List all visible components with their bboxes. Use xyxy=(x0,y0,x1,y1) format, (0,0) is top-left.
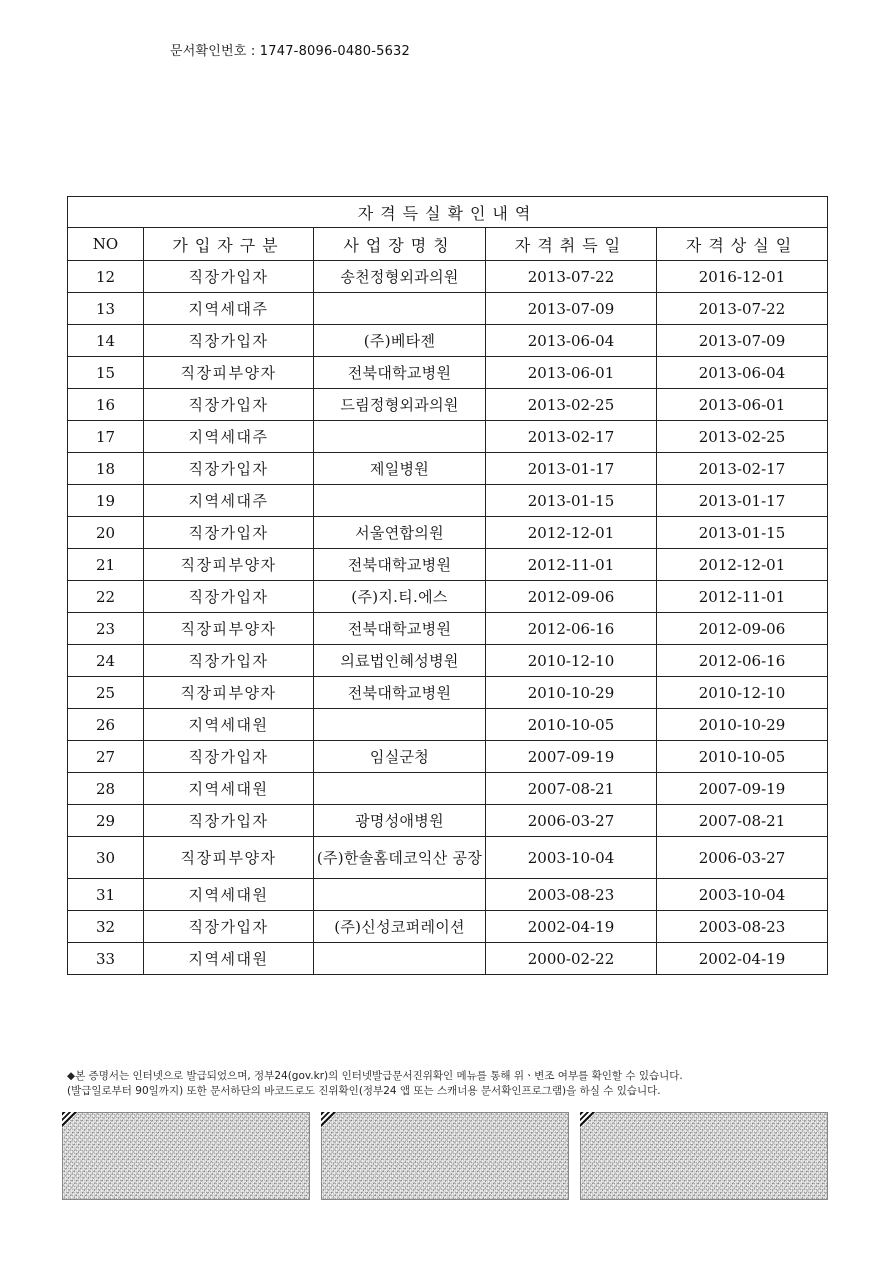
row-loss-date: 2007-09-19 xyxy=(657,773,828,805)
row-subscriber-type: 직장가입자 xyxy=(144,645,314,677)
table-row xyxy=(68,613,828,645)
table-row xyxy=(68,709,828,741)
row-acquisition-date: 2010-10-05 xyxy=(486,709,657,741)
row-subscriber-type: 직장피부양자 xyxy=(144,357,314,389)
row-subscriber-type: 직장가입자 xyxy=(144,261,314,293)
row-subscriber-type: 직장가입자 xyxy=(144,741,314,773)
row-workplace-name: 임실군청 xyxy=(314,741,486,773)
row-no: 20 xyxy=(68,517,144,549)
row-workplace-name: 제일병원 xyxy=(314,453,486,485)
row-loss-date: 2006-03-27 xyxy=(657,837,828,879)
row-loss-date: 2012-12-01 xyxy=(657,549,828,581)
row-loss-date: 2002-04-19 xyxy=(657,943,828,975)
table-row xyxy=(68,357,828,389)
row-workplace-name: 드림정형외과의원 xyxy=(314,389,486,421)
row-acquisition-date: 2010-10-29 xyxy=(486,677,657,709)
row-subscriber-type: 지역세대주 xyxy=(144,485,314,517)
row-workplace-name xyxy=(314,879,486,911)
row-subscriber-type: 지역세대원 xyxy=(144,879,314,911)
row-acquisition-date: 2013-07-09 xyxy=(486,293,657,325)
row-acquisition-date: 2013-02-17 xyxy=(486,421,657,453)
table-row xyxy=(68,943,828,975)
row-no: 27 xyxy=(68,741,144,773)
row-workplace-name: 서울연합의원 xyxy=(314,517,486,549)
row-subscriber-type: 직장가입자 xyxy=(144,581,314,613)
row-workplace-name xyxy=(314,773,486,805)
row-loss-date: 2012-11-01 xyxy=(657,581,828,613)
row-acquisition-date: 2013-06-04 xyxy=(486,325,657,357)
row-no: 28 xyxy=(68,773,144,805)
row-acquisition-date: 2013-01-17 xyxy=(486,453,657,485)
row-subscriber-type: 직장피부양자 xyxy=(144,613,314,645)
row-no: 26 xyxy=(68,709,144,741)
row-acquisition-date: 2013-02-25 xyxy=(486,389,657,421)
header-workplace-name: 사업장명칭 xyxy=(314,228,486,261)
table-title: 자격득실확인내역 xyxy=(68,197,828,228)
row-no: 32 xyxy=(68,911,144,943)
table-row xyxy=(68,293,828,325)
row-loss-date: 2013-02-17 xyxy=(657,453,828,485)
row-no: 21 xyxy=(68,549,144,581)
table-row xyxy=(68,453,828,485)
row-workplace-name: (주)베타젠 xyxy=(314,325,486,357)
row-subscriber-type: 지역세대원 xyxy=(144,709,314,741)
row-acquisition-date: 2013-06-01 xyxy=(486,357,657,389)
row-loss-date: 2013-02-25 xyxy=(657,421,828,453)
table-row xyxy=(68,805,828,837)
table-row xyxy=(68,773,828,805)
table-row xyxy=(68,485,828,517)
row-no: 30 xyxy=(68,837,144,879)
row-workplace-name: 전북대학교병원 xyxy=(314,613,486,645)
table-row xyxy=(68,325,828,357)
table-row xyxy=(68,421,828,453)
row-loss-date: 2012-06-16 xyxy=(657,645,828,677)
row-loss-date: 2010-10-29 xyxy=(657,709,828,741)
header-acquisition-date: 자격취득일 xyxy=(486,228,657,261)
row-workplace-name: (주)신성코퍼레이션 xyxy=(314,911,486,943)
row-acquisition-date: 2007-09-19 xyxy=(486,741,657,773)
2d-barcode-icon xyxy=(62,1112,78,1128)
row-no: 33 xyxy=(68,943,144,975)
table-row xyxy=(68,549,828,581)
notice-line-1: ◆본 증명서는 인터넷으로 발급되었으며, 정부24(gov.kr)의 인터넷발급문서진위확인 메뉴를 통해 위ㆍ변조 여부를 확인할 수 있습니다. xyxy=(67,1070,683,1082)
row-acquisition-date: 2006-03-27 xyxy=(486,805,657,837)
row-subscriber-type: 지역세대주 xyxy=(144,421,314,453)
row-no: 14 xyxy=(68,325,144,357)
header-no: NO xyxy=(68,228,144,261)
row-no: 19 xyxy=(68,485,144,517)
table-row xyxy=(68,389,828,421)
row-workplace-name xyxy=(314,421,486,453)
table-row xyxy=(68,261,828,293)
row-subscriber-type: 직장피부양자 xyxy=(144,837,314,879)
row-no: 16 xyxy=(68,389,144,421)
row-acquisition-date: 2010-12-10 xyxy=(486,645,657,677)
row-workplace-name: (주)한솔홈데코익산 공장 xyxy=(314,837,486,879)
row-acquisition-date: 2000-02-22 xyxy=(486,943,657,975)
row-subscriber-type: 직장가입자 xyxy=(144,453,314,485)
header-subscriber-type: 가입자구분 xyxy=(144,228,314,261)
qualification-history-table xyxy=(67,196,828,975)
row-acquisition-date: 2003-08-23 xyxy=(486,879,657,911)
row-acquisition-date: 2002-04-19 xyxy=(486,911,657,943)
row-subscriber-type: 직장가입자 xyxy=(144,325,314,357)
row-workplace-name: 의료법인혜성병원 xyxy=(314,645,486,677)
row-loss-date: 2012-09-06 xyxy=(657,613,828,645)
row-subscriber-type: 직장가입자 xyxy=(144,517,314,549)
row-acquisition-date: 2012-12-01 xyxy=(486,517,657,549)
table-row xyxy=(68,677,828,709)
row-loss-date: 2013-07-22 xyxy=(657,293,828,325)
row-no: 25 xyxy=(68,677,144,709)
row-loss-date: 2013-01-15 xyxy=(657,517,828,549)
row-no: 29 xyxy=(68,805,144,837)
table-row xyxy=(68,879,828,911)
table-row xyxy=(68,645,828,677)
row-workplace-name xyxy=(314,485,486,517)
row-workplace-name xyxy=(314,709,486,741)
row-subscriber-type: 지역세대원 xyxy=(144,943,314,975)
row-subscriber-type: 직장가입자 xyxy=(144,805,314,837)
row-loss-date: 2013-07-09 xyxy=(657,325,828,357)
row-acquisition-date: 2012-11-01 xyxy=(486,549,657,581)
row-loss-date: 2003-10-04 xyxy=(657,879,828,911)
row-subscriber-type: 직장가입자 xyxy=(144,389,314,421)
table-row xyxy=(68,581,828,613)
document-verification-number: 문서확인번호 : 1747-8096-0480-5632 xyxy=(170,44,411,59)
row-workplace-name: 광명성애병원 xyxy=(314,805,486,837)
verification-notice xyxy=(67,1069,683,1099)
row-subscriber-type: 직장피부양자 xyxy=(144,677,314,709)
row-loss-date: 2007-08-21 xyxy=(657,805,828,837)
row-no: 17 xyxy=(68,421,144,453)
row-subscriber-type: 지역세대원 xyxy=(144,773,314,805)
row-acquisition-date: 2013-07-22 xyxy=(486,261,657,293)
row-workplace-name xyxy=(314,293,486,325)
row-loss-date: 2010-12-10 xyxy=(657,677,828,709)
table-row xyxy=(68,741,828,773)
row-acquisition-date: 2003-10-04 xyxy=(486,837,657,879)
row-no: 13 xyxy=(68,293,144,325)
notice-line-2: (발급일로부터 90일까지) 또한 문서하단의 바코드로도 진위확인(정부24 앱 또는 스캐너용 문서확인프로그램)을 하실 수 있습니다. xyxy=(67,1085,661,1097)
row-workplace-name: 전북대학교병원 xyxy=(314,357,486,389)
row-loss-date: 2010-10-05 xyxy=(657,741,828,773)
row-workplace-name: 전북대학교병원 xyxy=(314,677,486,709)
row-loss-date: 2016-12-01 xyxy=(657,261,828,293)
row-no: 24 xyxy=(68,645,144,677)
header-loss-date: 자격상실일 xyxy=(657,228,828,261)
verification-barcode-1 xyxy=(62,1112,310,1200)
verification-barcode-2 xyxy=(321,1112,569,1200)
row-workplace-name: (주)지.티.에스 xyxy=(314,581,486,613)
2d-barcode-icon xyxy=(580,1112,596,1128)
row-no: 15 xyxy=(68,357,144,389)
row-no: 31 xyxy=(68,879,144,911)
row-acquisition-date: 2013-01-15 xyxy=(486,485,657,517)
row-acquisition-date: 2012-09-06 xyxy=(486,581,657,613)
row-loss-date: 2013-06-01 xyxy=(657,389,828,421)
row-workplace-name: 전북대학교병원 xyxy=(314,549,486,581)
verification-barcode-3 xyxy=(580,1112,828,1200)
row-acquisition-date: 2012-06-16 xyxy=(486,613,657,645)
row-loss-date: 2013-06-04 xyxy=(657,357,828,389)
row-subscriber-type: 직장가입자 xyxy=(144,911,314,943)
row-loss-date: 2013-01-17 xyxy=(657,485,828,517)
row-workplace-name xyxy=(314,943,486,975)
table-row xyxy=(68,837,828,879)
table-header-row xyxy=(68,228,828,261)
2d-barcode-icon xyxy=(321,1112,337,1128)
row-no: 22 xyxy=(68,581,144,613)
row-no: 18 xyxy=(68,453,144,485)
row-subscriber-type: 지역세대주 xyxy=(144,293,314,325)
row-workplace-name: 송천정형외과의원 xyxy=(314,261,486,293)
row-no: 12 xyxy=(68,261,144,293)
table-row xyxy=(68,517,828,549)
row-subscriber-type: 직장피부양자 xyxy=(144,549,314,581)
row-loss-date: 2003-08-23 xyxy=(657,911,828,943)
row-no: 23 xyxy=(68,613,144,645)
row-acquisition-date: 2007-08-21 xyxy=(486,773,657,805)
table-row xyxy=(68,911,828,943)
